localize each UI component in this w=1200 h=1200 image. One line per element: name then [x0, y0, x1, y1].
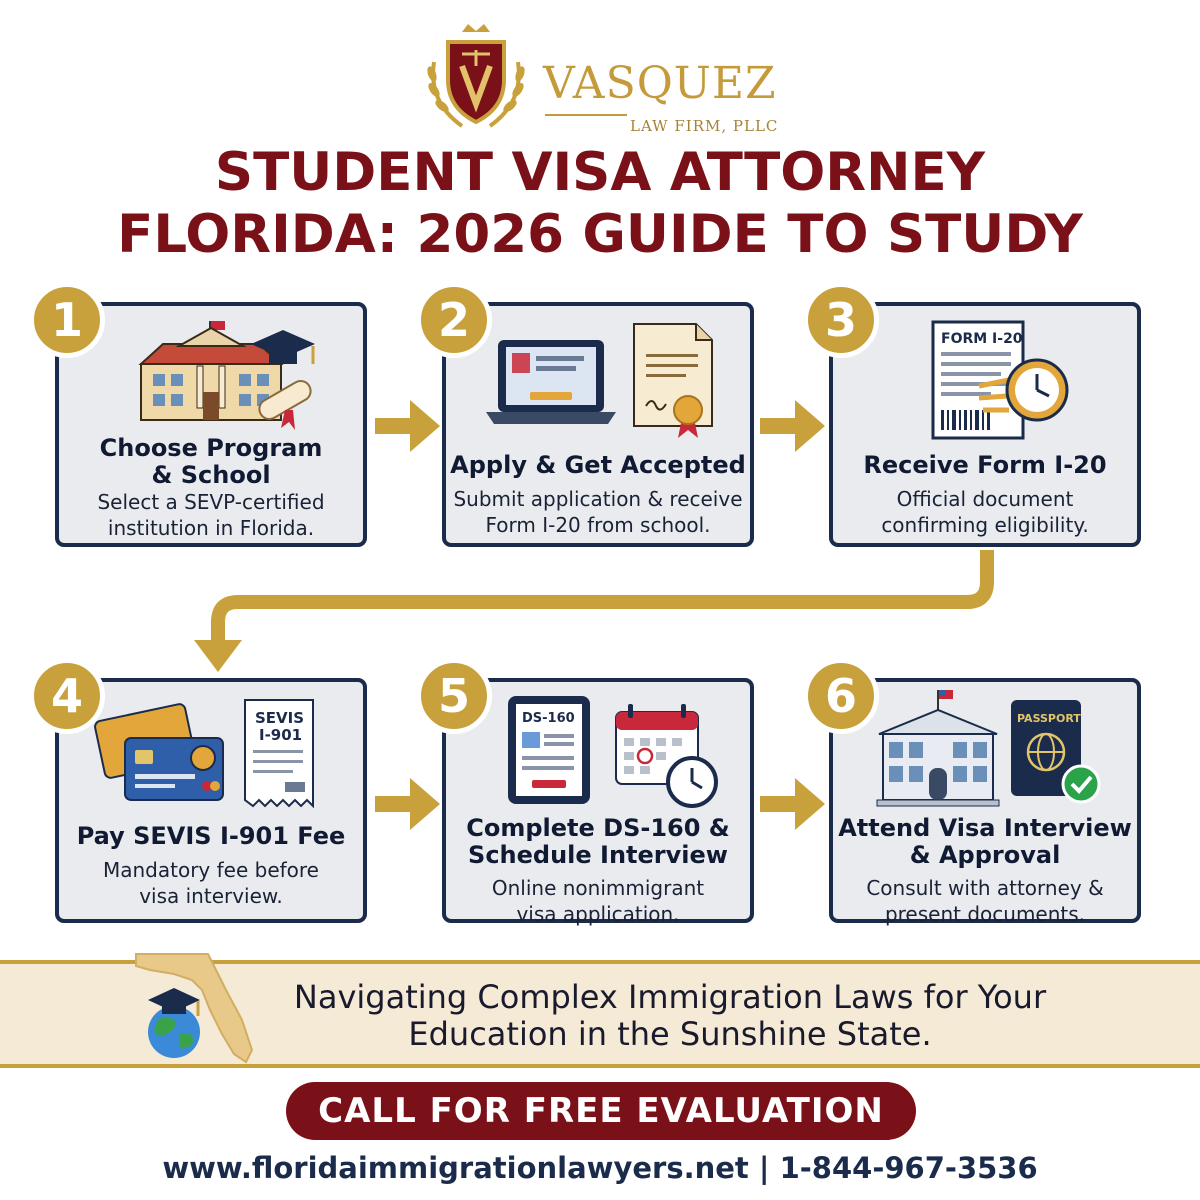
- step-title-1: Choose Program & School: [99, 434, 323, 489]
- svg-text:SEVIS: SEVIS: [255, 709, 305, 727]
- step-desc-6: Consult with attorney & present documents.: [866, 876, 1104, 926]
- arrow-right-icon: [760, 778, 825, 830]
- step-desc-1: Select a SEVP-certified institution in Florida.: [97, 490, 325, 540]
- step-title-4: Pay SEVIS I-901 Fee: [76, 822, 346, 850]
- brand-name: VASQUEZ: [543, 58, 777, 109]
- step-card-4: [50, 669, 367, 923]
- arrow-right-icon: [375, 400, 440, 452]
- step-card-6: [824, 669, 1141, 926]
- svg-text:FORM I-20: FORM I-20: [941, 331, 1023, 347]
- connector-down-arrow-icon: [194, 550, 987, 672]
- step-title-6: Attend Visa Interview & Approval: [838, 814, 1132, 869]
- step-desc-4: Mandatory fee before visa interview.: [102, 858, 319, 908]
- step-number-badge: 6: [803, 658, 879, 734]
- free-evaluation-button[interactable]: CALL FOR FREE EVALUATION: [286, 1082, 916, 1140]
- arrow-right-icon: [375, 778, 440, 830]
- tagline-banner: [0, 960, 1200, 1068]
- arrow-right-icon: [760, 400, 825, 452]
- step-number-badge: 4: [29, 658, 105, 734]
- step-card-2: [437, 293, 754, 547]
- step-card-1: [50, 293, 367, 547]
- contact-footer[interactable]: www.floridaimmigrationlawyers.net | 1-844-967-3536: [162, 1151, 1038, 1185]
- step-desc-5: Online nonimmigrant visa application.: [491, 876, 705, 926]
- step-number-badge: 2: [416, 282, 492, 358]
- brand-subtitle: LAW FIRM, PLLC: [630, 117, 779, 135]
- step-title-2: Apply & Get Accepted: [450, 451, 746, 479]
- step-title-3: Receive Form I-20: [863, 451, 1107, 479]
- step-number-badge: 1: [29, 282, 105, 358]
- step-number-badge: 3: [803, 282, 879, 358]
- florida-globe-icon: [130, 950, 270, 1070]
- step-card-3: [824, 293, 1141, 547]
- step-number-badge: 5: [416, 658, 492, 734]
- title-line-1: STUDENT VISA ATTORNEY: [214, 142, 986, 203]
- step-desc-2: Submit application & receive Form I-20 from school.: [453, 487, 743, 537]
- step-desc-3: Official document confirming eligibility.: [881, 487, 1089, 537]
- tagline-text: Navigating Complex Immigration Laws for Your Education in the Sunshine State.: [293, 978, 1047, 1053]
- svg-text:PASSPORT: PASSPORT: [1017, 712, 1081, 725]
- step-card-5: [437, 669, 754, 926]
- svg-text:DS-160: DS-160: [522, 711, 575, 726]
- title-line-2: FLORIDA: 2026 GUIDE TO STUDY: [117, 204, 1083, 265]
- step-title-5: Complete DS-160 & Schedule Interview: [466, 814, 730, 869]
- svg-text:I-901: I-901: [259, 726, 303, 744]
